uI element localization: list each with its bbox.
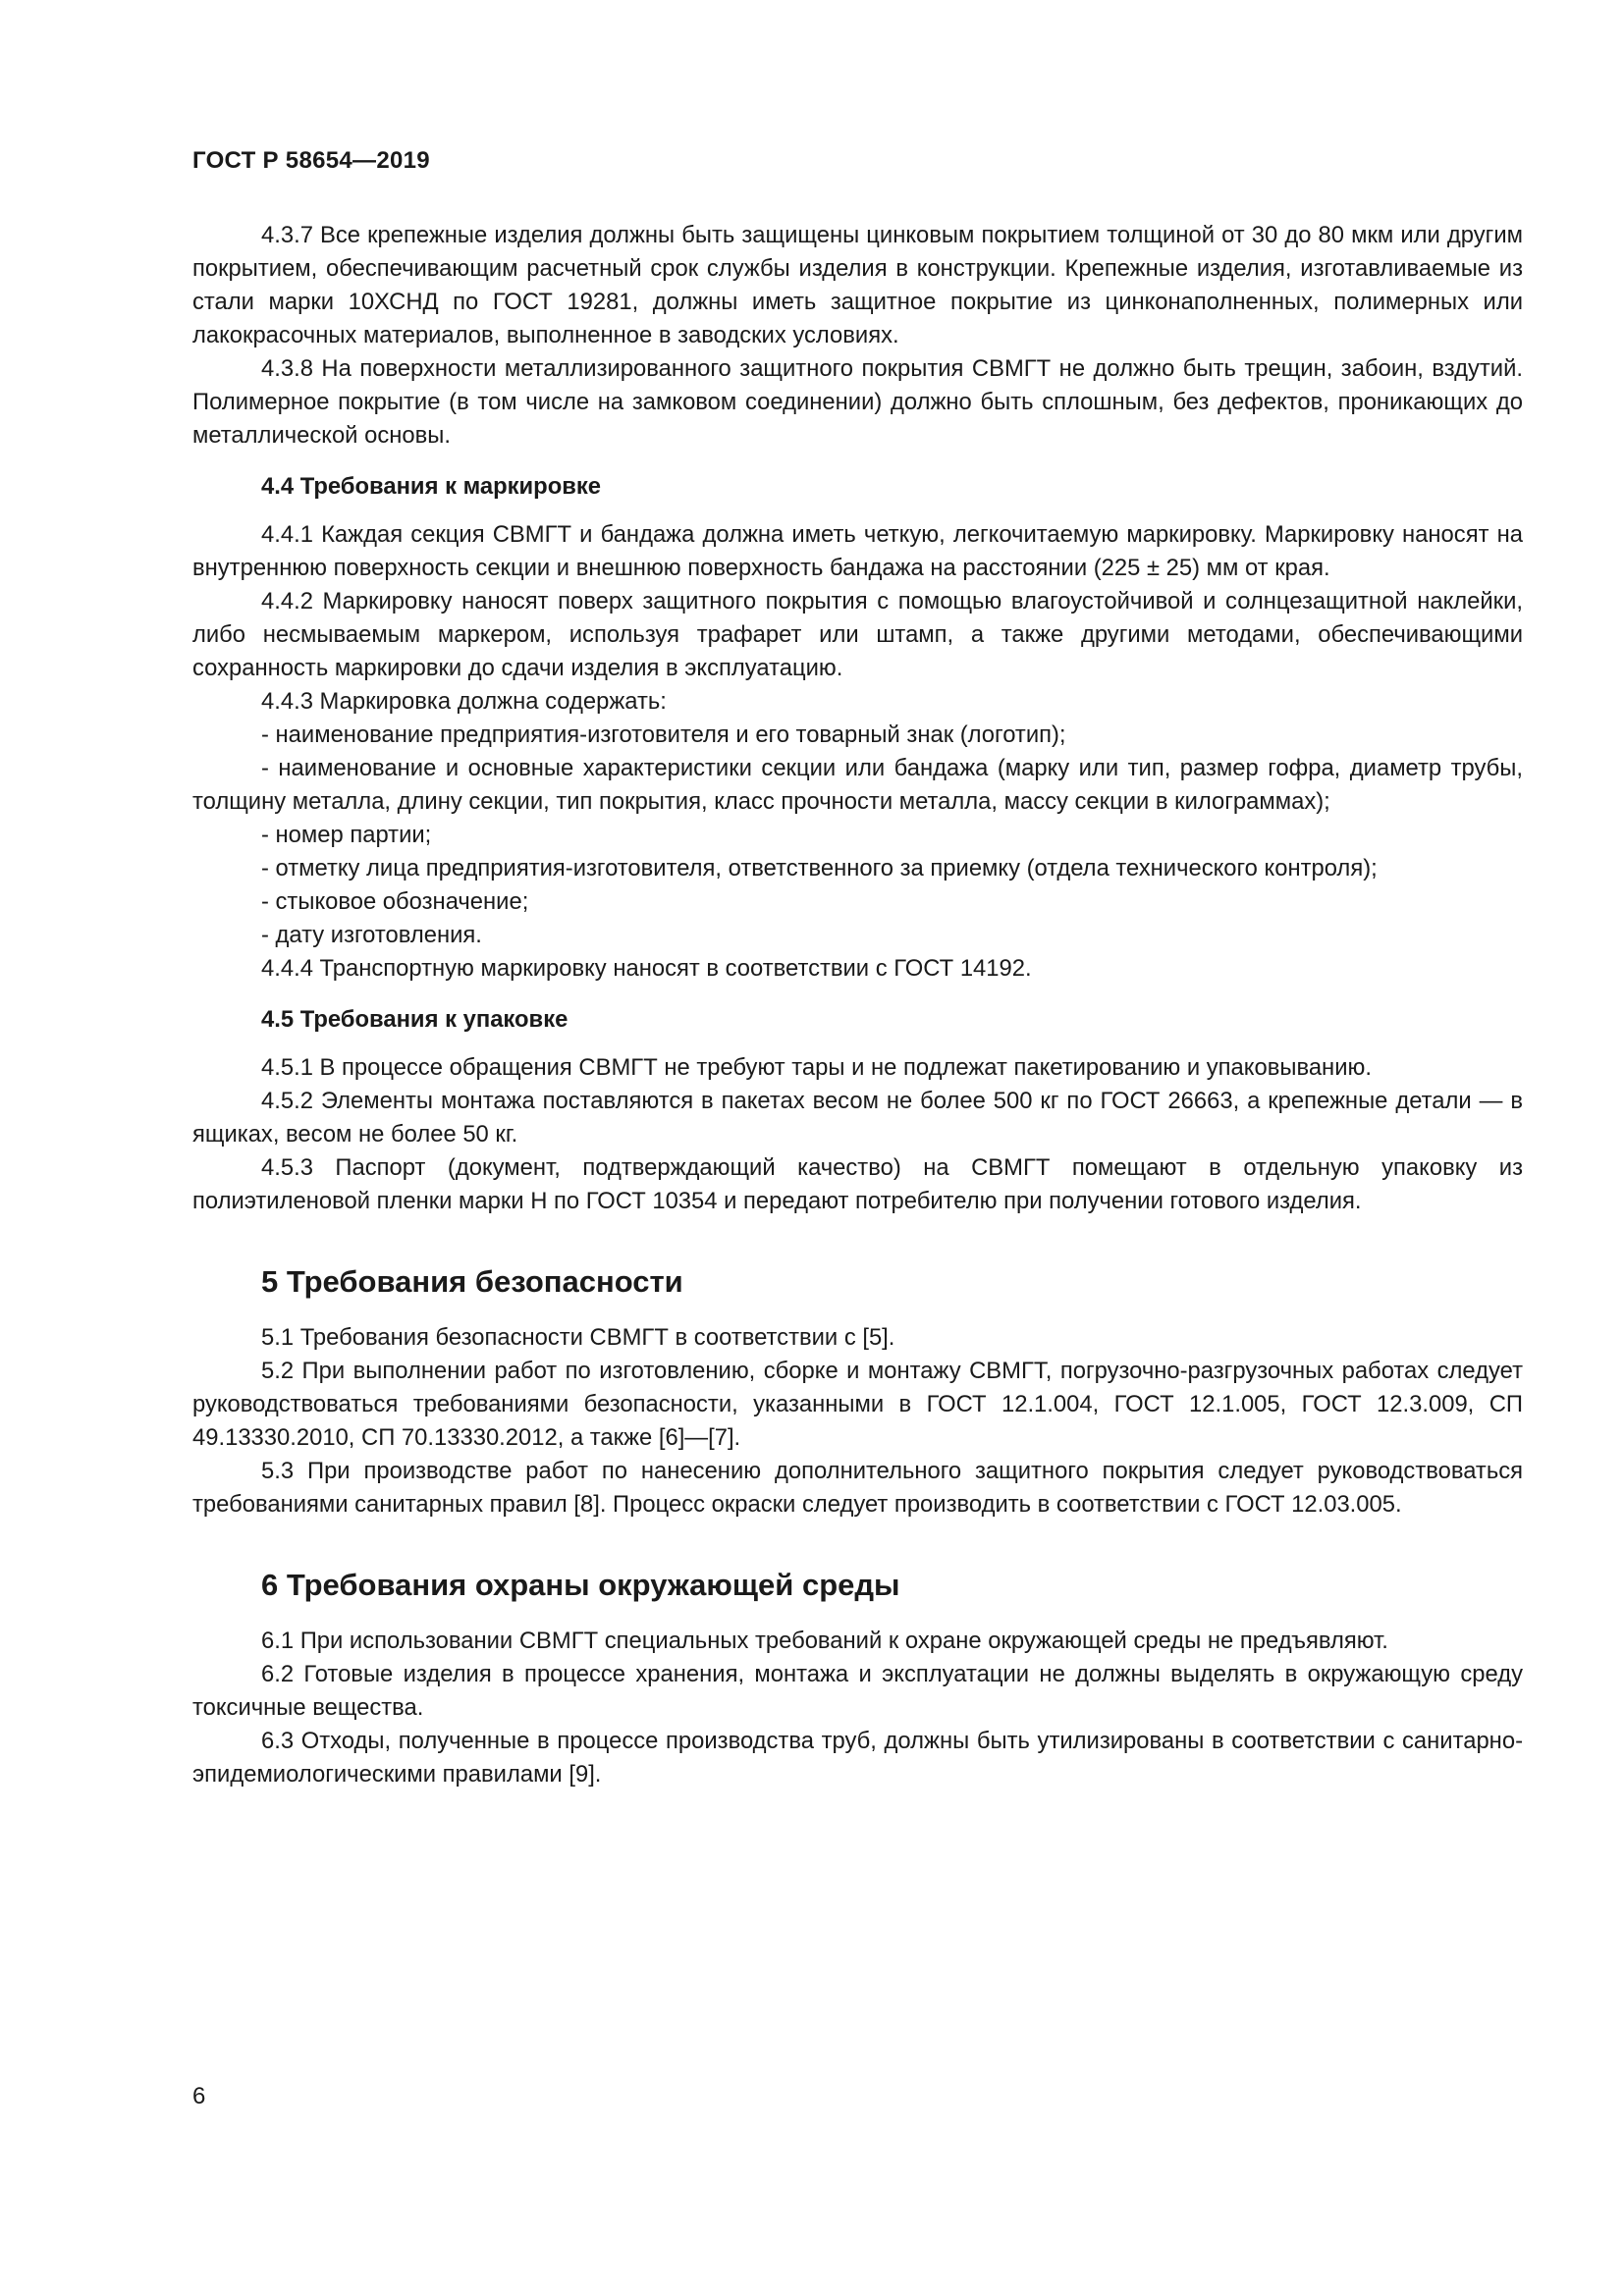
paragraph: - наименование и основные характеристики секции или бандажа (марку или тип, размер гофра, диаметр трубы, толщину металла, длину секции, тип покрытия, класс прочности металла, массу секции в килограммах); (192, 755, 1523, 815)
subsection-heading: 4.5 Требования к упаковке (261, 1006, 568, 1033)
subsection-heading: 4.4 Требования к маркировке (261, 473, 602, 500)
paragraph: 4.5.1 В процессе обращения СВМГТ не требуют тары и не подлежат пакетированию и упаковыванию. (261, 1054, 1372, 1081)
page-number: 6 (192, 2083, 206, 2109)
document-header: ГОСТ Р 58654—2019 (192, 147, 430, 174)
paragraph: - наименование предприятия-изготовителя и его товарный знак (логотип); (261, 721, 1066, 748)
paragraph: 4.4.2 Маркировку наносят поверх защитного покрытия с помощью влагоустойчивой и солнцезащитной наклейки, либо несмываемым маркером, используя трафарет или штамп, а также другими методами, обеспечивающими сохранность маркировки до сдачи изделия в эксплуатацию. (192, 588, 1523, 681)
paragraph: 5.1 Требования безопасности СВМГТ в соответствии с [5]. (261, 1324, 895, 1351)
document-page (192, 147, 1523, 1791)
paragraph: 4.3.7 Все крепежные изделия должны быть защищены цинковым покрытием толщиной от 30 до 80 мкм или другим покрытием, обеспечивающим расчетный срок службы изделия в конструкции. Крепежные изделия, изготавливаемые из стали марки 10ХСНД по ГОСТ 19281, должны иметь защитное покрытие из цинконаполненных, полимерных или лакокрасочных материалов, выполненное в заводских условиях. (192, 222, 1523, 348)
paragraph: 4.4.1 Каждая секция СВМГТ и бандажа должна иметь четкую, легкочитаемую маркировку. Маркировку наносят на внутреннюю поверхность секции и внешнюю поверхность бандажа на расстоянии (225 ± 25) мм от края. (192, 521, 1523, 581)
paragraph: 5.3 При производстве работ по нанесению дополнительного защитного покрытия следует руководствоваться требованиями санитарных правил [8]. Процесс окраски следует производить в соответствии с ГОСТ 12.03.005. (192, 1458, 1523, 1518)
paragraph: - номер партии; (261, 822, 432, 848)
document-body (192, 219, 1523, 1791)
paragraph: 4.4.3 Маркировка должна содержать: (261, 688, 667, 715)
paragraph: - отметку лица предприятия-изготовителя, ответственного за приемку (отдела технического контроля); (261, 855, 1378, 881)
section-heading: 6 Требования охраны окружающей среды (261, 1568, 900, 1602)
paragraph: 6.2 Готовые изделия в процессе хранения, монтажа и эксплуатации не должны выделять в окружающую среду токсичные вещества. (192, 1661, 1523, 1721)
paragraph: 4.4.4 Транспортную маркировку наносят в соответствии с ГОСТ 14192. (261, 955, 1032, 982)
paragraph: 4.5.3 Паспорт (документ, подтверждающий качество) на СВМГТ помещают в отдельную упаковку из полиэтиленовой пленки марки Н по ГОСТ 10354 и передают потребителю при получении готового изделия. (192, 1154, 1523, 1214)
section-heading: 5 Требования безопасности (261, 1264, 683, 1299)
paragraph: 4.5.2 Элементы монтажа поставляются в пакетах весом не более 500 кг по ГОСТ 26663, а крепежные детали — в ящиках, весом не более 50 кг. (192, 1088, 1523, 1148)
paragraph: - стыковое обозначение; (261, 888, 529, 915)
paragraph: 6.3 Отходы, полученные в процессе производства труб, должны быть утилизированы в соответствии с санитарно-эпидемиологическими правилами [9]. (192, 1728, 1523, 1788)
paragraph: 4.3.8 На поверхности металлизированного защитного покрытия СВМГТ не должно быть трещин, забоин, вздутий. Полимерное покрытие (в том числе на замковом соединении) должно быть сплошным, без дефектов, проникающих до металлической основы. (192, 355, 1523, 449)
paragraph: 6.1 При использовании СВМГТ специальных требований к охране окружающей среды не предъявляют. (261, 1628, 1388, 1654)
paragraph: - дату изготовления. (261, 922, 482, 948)
paragraph: 5.2 При выполнении работ по изготовлению, сборке и монтажу СВМГТ, погрузочно-разгрузочных работах следует руководствоваться требованиями безопасности, указанными в ГОСТ 12.1.004, ГОСТ 12.1.005, ГОСТ 12.3.009, СП 49.13330.2010, СП 70.13330.2012, а также [6]—[7]. (192, 1358, 1523, 1451)
